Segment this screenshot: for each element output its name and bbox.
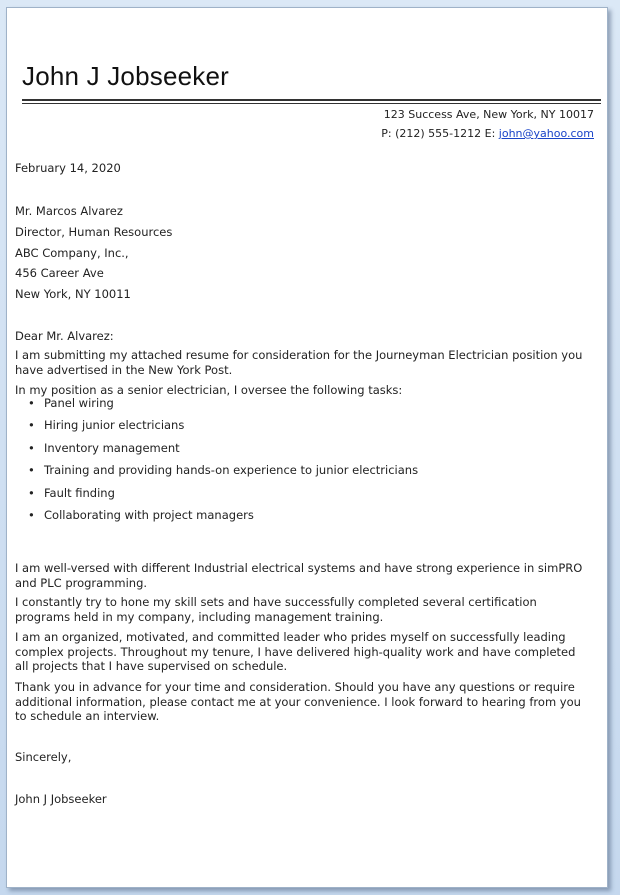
- list-item: • Training and providing hands-on experience to junior electricians: [28, 463, 419, 478]
- bullet-icon: •: [28, 507, 35, 522]
- recipient-name: Mr. Marcos Alvarez: [15, 204, 123, 218]
- list-item: • Hiring junior electricians: [28, 418, 185, 433]
- header-rule-thin: [22, 103, 601, 104]
- intro-paragraph: I am submitting my attached resume for consideration for the Journeyman Electrician position you have advertised in the New York Post.: [15, 348, 583, 377]
- sender-name: John J Jobseeker: [22, 61, 229, 91]
- recipient-city: New York, NY 10011: [15, 287, 131, 301]
- letter-date: February 14, 2020: [15, 161, 121, 175]
- header-rule-thick: [22, 99, 601, 101]
- recipient-company: ABC Company, Inc.,: [15, 246, 129, 260]
- paragraph-experience: I am well-versed with different Industrial electrical systems and have strong experience in simPRO and PLC programming.: [15, 561, 583, 590]
- email-link[interactable]: john@yahoo.com: [498, 127, 594, 140]
- list-item: • Panel wiring: [28, 396, 114, 410]
- bullet-icon: •: [28, 485, 35, 500]
- signature: John J Jobseeker: [15, 792, 107, 806]
- tasks-intro: In my position as a senior electrician, I oversee the following tasks:: [15, 383, 403, 397]
- bullet-icon: •: [28, 418, 35, 433]
- paragraph-leadership: I am an organized, motivated, and committed leader who prides myself on successfully leading complex projects. Throughout my tenure, I have delivered high-quality work and have completed all projects that I have supervised on schedule.: [15, 630, 576, 673]
- closing: Sincerely,: [15, 750, 72, 764]
- sender-address: 123 Success Ave, New York, NY 10017: [383, 108, 594, 121]
- salutation: Dear Mr. Alvarez:: [15, 329, 114, 343]
- contact-line: [381, 124, 594, 143]
- bullet-icon: •: [28, 440, 35, 455]
- paragraph-skills: I constantly try to hone my skill sets and have successfully completed several certification programs held in my company, including management training.: [15, 595, 537, 624]
- list-item: • Collaborating with project managers: [28, 507, 254, 522]
- contact-block: [381, 105, 594, 143]
- bullet-icon: •: [28, 396, 35, 410]
- bullet-icon: •: [28, 463, 35, 478]
- list-item: • Inventory management: [28, 440, 180, 455]
- phone-line: P: (212) 555-1212 E:: [381, 127, 499, 140]
- paragraph-closing: Thank you in advance for your time and consideration. Should you have any questions or require additional information, please contact me at your convenience. I look forward to hearing from you to schedule an interview.: [15, 680, 581, 723]
- recipient-title: Director, Human Resources: [15, 225, 173, 239]
- task-list: [28, 396, 418, 530]
- list-item: • Fault finding: [28, 485, 115, 500]
- recipient-street: 456 Career Ave: [15, 266, 104, 280]
